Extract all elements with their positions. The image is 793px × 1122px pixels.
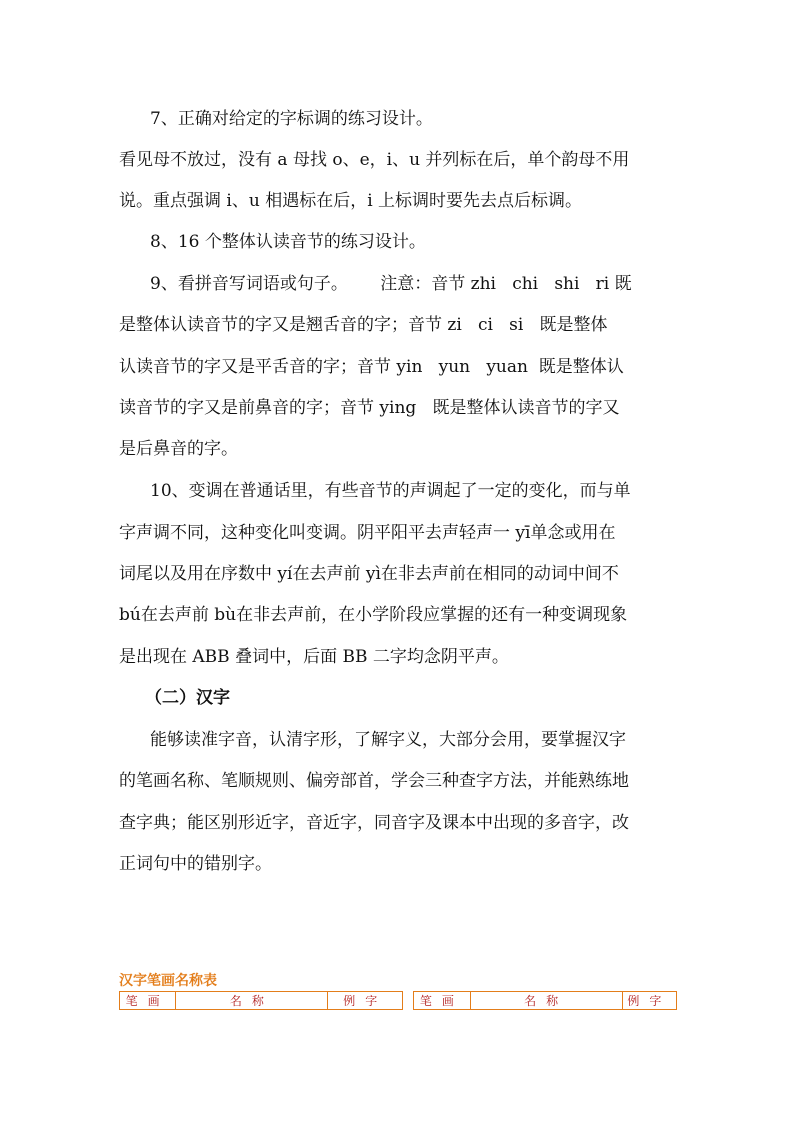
paragraph-line: 是出现在 ABB 叠词中，后面 BB 二字均念阴平声。	[119, 647, 509, 667]
paragraph-line: 词尾以及用在序数中 yí在去声前 yì在非去声前在相同的动词中间不	[119, 564, 619, 584]
item-7: 7、正确对给定的字标调的练习设计。	[150, 109, 433, 129]
paragraph-line: 认读音节的字又是平舌音的字；音节 yin yun yuan 既是整体认	[119, 357, 624, 377]
paragraph-line: 能够读准字音，认清字形，了解字义，大部分会用，要掌握汉字	[150, 730, 626, 750]
header-cell-name: 名称	[470, 992, 622, 1010]
paragraph-line: bú在去声前 bù在非去声前，在小学阶段应掌握的还有一种变调现象	[119, 605, 628, 625]
item-10: 10、变调在普通话里，有些音节的声调起了一定的变化，而与单	[150, 481, 631, 501]
paragraph-line: 的笔画名称、笔顺规则、偏旁部首，学会三种查字方法，并能熟练地	[119, 771, 629, 791]
paragraph-line: 看见母不放过，没有 a 母找 o、e，i、u 并列标在后，单个韵母不用	[119, 150, 630, 170]
item-9: 9、看拼音写词语或句子。 注意：音节 zhi chi shi ri 既	[150, 274, 632, 294]
header-cell-example: 例字	[328, 992, 403, 1010]
section-heading-hanzi: （二）汉字	[145, 688, 230, 708]
header-cell-stroke: 笔画	[414, 992, 470, 1010]
table-header-row	[120, 992, 677, 1010]
paragraph-line: 正词句中的错别字。	[119, 854, 272, 874]
stroke-table-title: 汉字笔画名称表	[119, 973, 217, 989]
paragraph-line: 是后鼻音的字。	[119, 439, 238, 459]
paragraph-line: 说。重点强调 i、u 相遇标在后，i 上标调时要先去点后标调。	[119, 191, 583, 211]
header-cell-name: 名称	[176, 992, 328, 1010]
header-cell-stroke: 笔画	[120, 992, 176, 1010]
table-gap	[403, 992, 414, 1010]
paragraph-line: 是整体认读音节的字又是翘舌音的字；音节 zi ci si 既是整体	[119, 315, 608, 335]
paragraph-line: 查字典；能区别形近字，音近字，同音字及课本中出现的多音字，改	[119, 813, 629, 833]
item-8: 8、16 个整体认读音节的练习设计。	[150, 232, 426, 252]
paragraph-line: 字声调不同，这种变化叫变调。阴平阳平去声轻声一 yī单念或用在	[119, 523, 616, 543]
stroke-name-table	[119, 991, 677, 1010]
header-cell-example: 例字	[622, 992, 676, 1010]
paragraph-line: 读音节的字又是前鼻音的字；音节 ying 既是整体认读音节的字又	[119, 398, 620, 418]
